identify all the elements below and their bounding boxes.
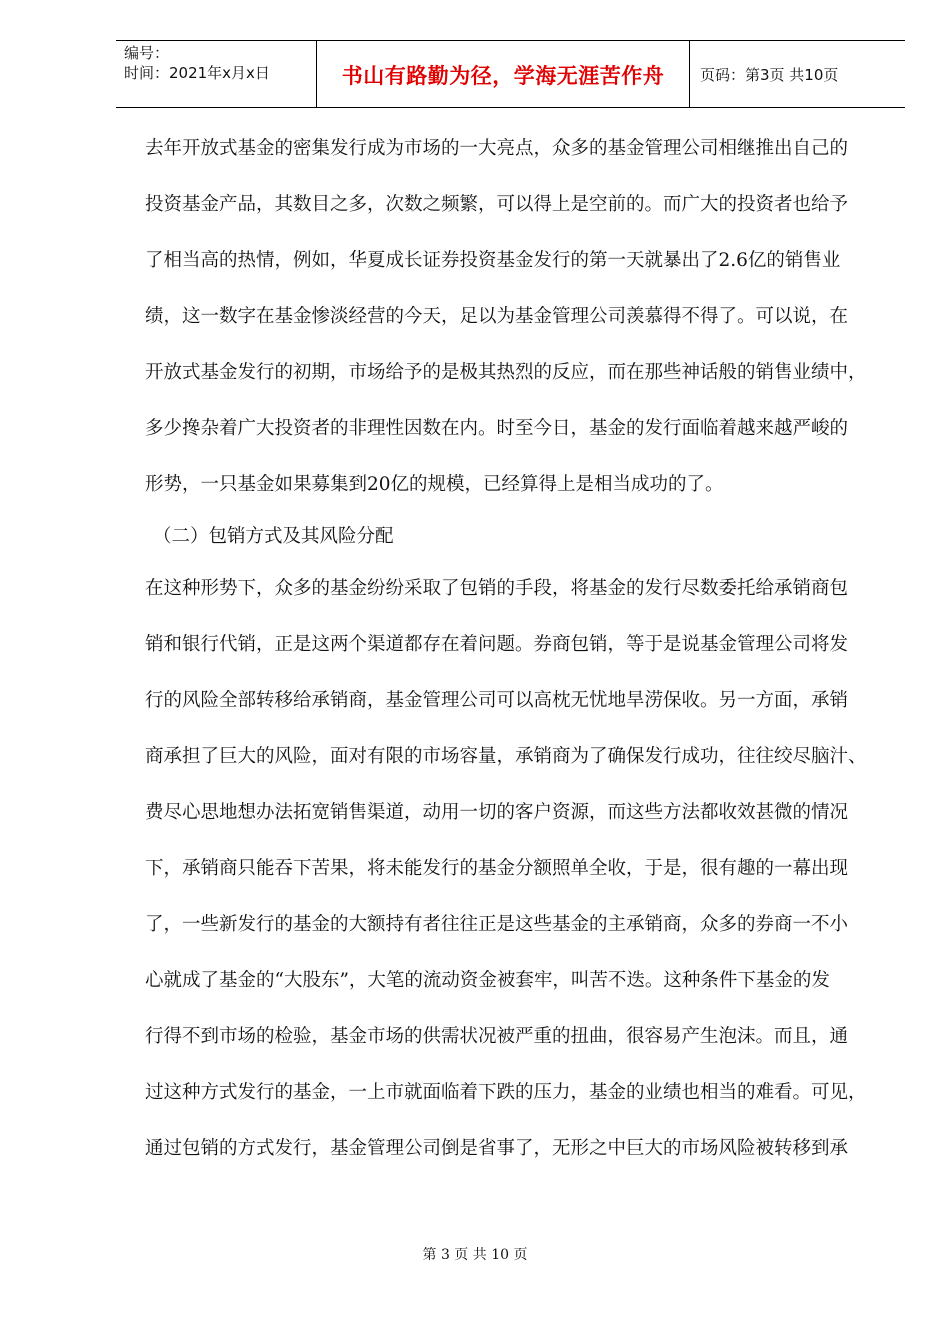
body-line: 绩，这一数字在基金惨淡经营的今天，足以为基金管理公司羡慕得不得了。可以说，在 <box>145 306 849 327</box>
page-header <box>116 40 905 108</box>
header-info-cell <box>116 41 317 107</box>
section-heading: （二）包销方式及其风险分配 <box>153 526 394 547</box>
body-line: 过这种方式发行的基金，一上市就面临着下跌的压力，基金的业绩也相当的难看。可见， <box>145 1082 867 1103</box>
body-line: 在这种形势下，众多的基金纷纷采取了包销的手段，将基金的发行尽数委托给承销商包 <box>145 578 849 599</box>
document-time-label: 时间：2021年x月x日 <box>124 64 270 82</box>
body-line: 行得不到市场的检验，基金市场的供需状况被严重的扭曲，很容易产生泡沫。而且，通 <box>145 1026 849 1047</box>
body-line: 形势，一只基金如果募集到20亿的规模，已经算得上是相当成功的了。 <box>145 474 724 495</box>
body-line: 了相当高的热情，例如，华夏成长证券投资基金发行的第一天就暴出了2.6亿的销售业 <box>145 250 841 271</box>
body-line: 投资基金产品，其数目之多，次数之频繁，可以得上是空前的。而广大的投资者也给予 <box>145 194 849 215</box>
body-line: 商承担了巨大的风险，面对有限的市场容量，承销商为了确保发行成功，往往绞尽脑汁、 <box>145 746 867 767</box>
body-line: 心就成了基金的“大股东”，大笔的流动资金被套牢，叫苦不迭。这种条件下基金的发 <box>145 970 830 991</box>
header-motto-cell <box>317 41 690 107</box>
body-line: 去年开放式基金的密集发行成为市场的一大亮点，众多的基金管理公司相继推出自己的 <box>145 138 849 159</box>
page-footer: 第 3 页 共 10 页 <box>422 1247 528 1263</box>
header-page-cell <box>690 41 905 107</box>
body-line: 多少搀杂着广大投资者的非理性因数在内。时至今日，基金的发行面临着越来越严峻的 <box>145 418 849 439</box>
header-page-info: 页码：第3页 共10页 <box>700 66 839 84</box>
body-line: 销和银行代销，正是这两个渠道都存在着问题。券商包销，等于是说基金管理公司将发 <box>145 634 849 655</box>
body-line: 开放式基金发行的初期，市场给予的是极其热烈的反应，而在那些神话般的销售业绩中， <box>145 362 867 383</box>
body-line: 下，承销商只能吞下苦果，将未能发行的基金分额照单全收，于是，很有趣的一幕出现 <box>145 858 849 879</box>
header-motto: 书山有路勤为径，学海无涯苦作舟 <box>341 64 665 88</box>
body-line: 行的风险全部转移给承销商，基金管理公司可以高枕无忧地旱涝保收。另一方面，承销 <box>145 690 849 711</box>
body-line: 费尽心思地想办法拓宽销售渠道，动用一切的客户资源，而这些方法都收效甚微的情况 <box>145 802 849 823</box>
body-line: 通过包销的方式发行，基金管理公司倒是省事了，无形之中巨大的市场风险被转移到承 <box>145 1138 849 1159</box>
body-line: 了，一些新发行的基金的大额持有者往往正是这些基金的主承销商，众多的券商一不小 <box>145 914 849 935</box>
document-number-label: 编号： <box>124 44 170 62</box>
